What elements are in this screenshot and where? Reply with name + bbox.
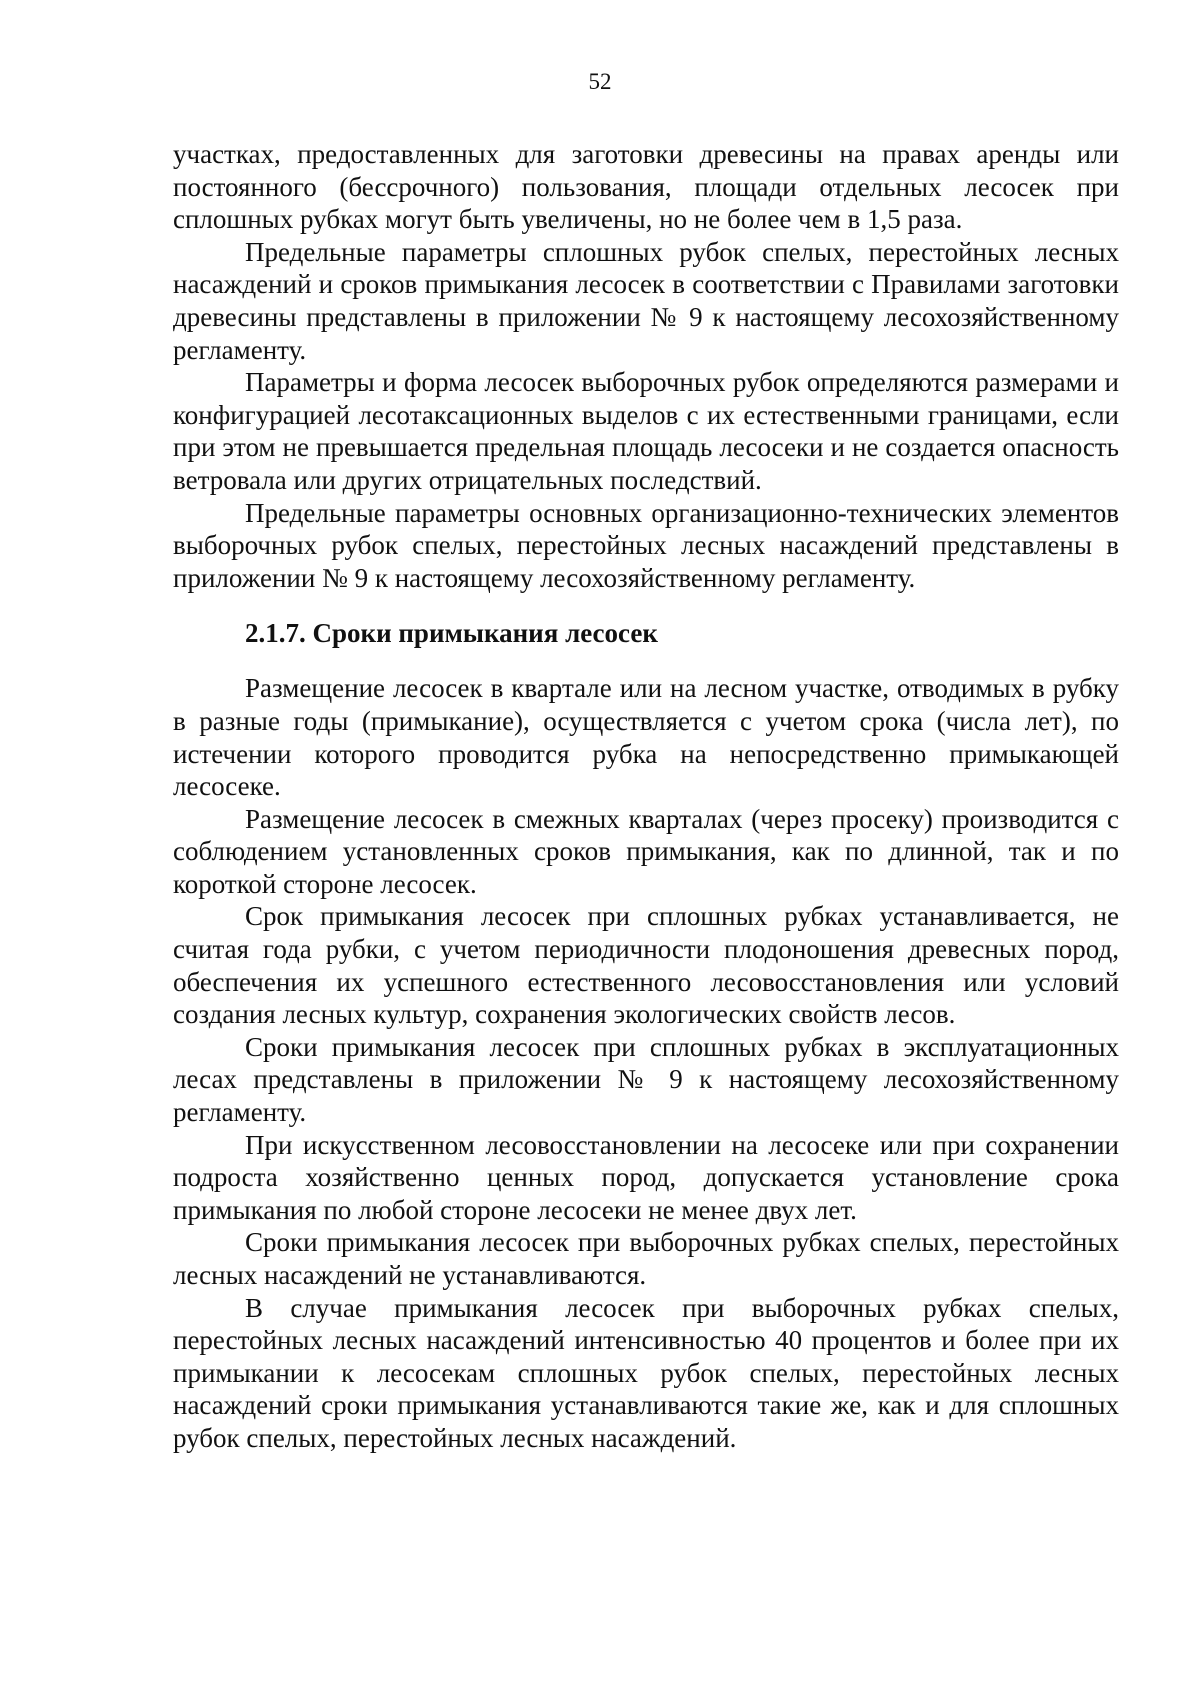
page-number: 52 (588, 69, 612, 94)
document-body (173, 138, 1119, 1455)
paragraph: В случае примыкания лесосек при выборочных рубках спелых, перестойных лесных насаждений интенсивностью 40 процентов и более при их примыкании к лесосекам сплошных рубок спелых, перестойных лесных насаждений сроки примыкания устанавливаются такие же, как и для сплошных рубок спелых, перестойных лесных насаждений. (173, 1292, 1119, 1453)
paragraph: Сроки примыкания лесосек при сплошных рубках в эксплуатационных лесах представлены в приложении № 9 к настоящему лесохозяйственному регламенту. (173, 1031, 1119, 1128)
section-heading: 2.1.7. Сроки примыкания лесосек (245, 618, 658, 649)
paragraph: При искусственном лесовосстановлении на лесосеке или при сохранении подроста хозяйственно ценных пород, допускается установление срока примыкания по любой стороне лесосеки не менее двух лет. (173, 1129, 1119, 1225)
paragraph: Размещение лесосек в смежных кварталах (через просеку) производится с соблюдением установленных сроков примыкания, как по длинной, так и по короткой стороне лесосек. (173, 803, 1119, 899)
paragraph-continuation: участках, предоставленных для заготовки древесины на правах аренды или постоянного (бессрочного) пользования, площади отдельных лесосек при сплошных рубках могут быть увеличены, но не более чем в 1,5 раза. (173, 139, 1119, 235)
paragraph: Предельные параметры сплошных рубок спелых, перестойных лесных насаждений и сроков примыкания лесосек в соответствии с Правилами заготовки древесины представлены в приложении № 9 к настоящему лесохозяйственному регламенту. (173, 236, 1119, 365)
paragraph: Предельные параметры основных организационно-технических элементов выборочных рубок спелых, перестойных лесных насаждений представлены в приложении № 9 к настоящему лесохозяйственному регламенту. (173, 497, 1119, 593)
paragraph: Срок примыкания лесосек при сплошных рубках устанавливается, не считая года рубки, с учетом периодичности плодоношения древесных пород, обеспечения их успешного естественного лесовосстановления или условий создания лесных культур, сохранения экологических свойств лесов. (173, 901, 1119, 1030)
paragraph: Сроки примыкания лесосек при выборочных рубках спелых, перестойных лесных насаждений не устанавливаются. (173, 1227, 1119, 1290)
paragraph: Параметры и форма лесосек выборочных рубок определяются размерами и конфигурацией лесотаксационных выделов с их естественными границами, если при этом не превышается предельная площадь лесосеки и не создается опасность ветровала или других отрицательных последствий. (173, 367, 1119, 495)
paragraph: Размещение лесосек в квартале или на лесном участке, отводимых в рубку в разные годы (примыкание), осуществляется с учетом срока (числа лет), по истечении которого проводится рубка на непосредственно примыкающей лесосеке. (173, 673, 1119, 802)
